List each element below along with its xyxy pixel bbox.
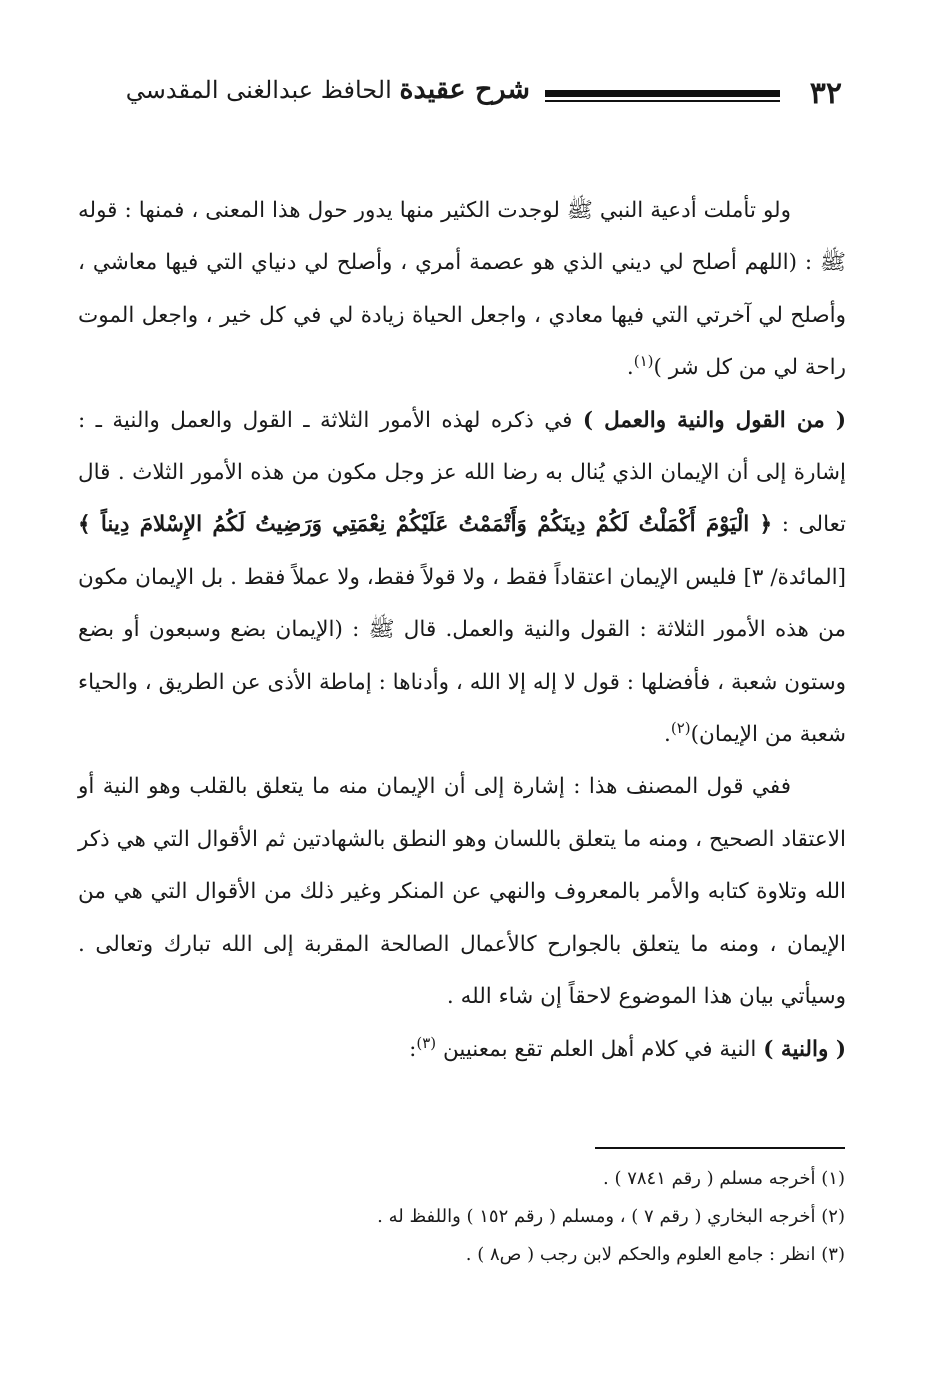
paragraph-1-text: ولو تأملت أدعية النبي ﷺ لوجدت الكثير منها يدور حول هذا المعنى ، فمنها : قوله ﷺ : (اللهم أصلح لي ديني الذي هو عصمة أمري ، وأصلح لي دنياي التي فيها معاشي ، وأصلح لي آخرتي التي فيها معادي ، واجعل الحياة زيادة لي في كل خير ، واجعل الموت راحة لي من كل شر ) bbox=[78, 198, 846, 381]
paragraph-2-heading: ( من القول والنية والعمل ) bbox=[582, 407, 846, 433]
paragraph-4 bbox=[78, 1024, 846, 1076]
quran-verse: ﴿ الْيَوْمَ أَكْمَلْتُ لَكُمْ دِينَكُمْ وَأَتْمَمْتُ عَلَيْكُمْ نِعْمَتِي وَرَضِيتُ لَكُمُ الإِسْلامَ دِيناً ﴾ bbox=[78, 512, 773, 538]
footnote-separator bbox=[595, 1147, 845, 1149]
footnote-ref-2[interactable]: (٢) bbox=[670, 718, 691, 737]
running-title-bold: شرح عقيدة bbox=[399, 74, 530, 105]
footnote-ref-3[interactable]: (٣) bbox=[416, 1033, 437, 1052]
paragraph-2-text-b: [المائدة/ ٣] فليس الإيمان اعتقاداً فقط ، ولا قولاً فقط، ولا عملاً فقط . بل الإيمان مكون من هذه الأمور الثلاثة : القول والنية والعمل. قال ﷺ : (الإيمان بضع وسبعون أو بضع وستون شعبة ، فأفضلها : قول لا إله إلا الله ، وأدناها : إماطة الأذى عن الطريق ، والحياء شعبة من الإيمان) bbox=[78, 564, 846, 748]
paragraph-4-heading: ( والنية ) bbox=[763, 1036, 846, 1062]
paragraph-4-end: : bbox=[409, 1036, 417, 1062]
paragraph-1 bbox=[78, 185, 846, 395]
footnote-2: (٢) أخرجه البخاري ( رقم ٧ ) ، ومسلم ( رقم ١٥٢ ) واللفظ له . bbox=[377, 1206, 845, 1227]
page-number: ٣٢ bbox=[809, 76, 842, 111]
running-title bbox=[126, 74, 530, 105]
paragraph-1-end: . bbox=[626, 355, 634, 381]
footnote-1: (١) أخرجه مسلم ( رقم ٧٨٤١ ) . bbox=[603, 1168, 845, 1189]
footnote-3: (٣) انظر : جامع العلوم والحكم لابن رجب ( ص٨ ) . bbox=[465, 1244, 845, 1265]
paragraph-4-text: النية في كلام أهل العلم تقع بمعنيين bbox=[442, 1036, 757, 1062]
paragraph-2-text-a: في ذكره لهذه الأمور الثلاثة ـ القول والعمل والنية ـ : إشارة إلى أن الإيمان الذي يُنال به رضا الله عز وجل مكون من هذه الأمور الثلاث . قال تعالى : bbox=[78, 407, 846, 538]
main-text bbox=[78, 185, 846, 1076]
footnote-ref-1[interactable]: (١) bbox=[633, 352, 654, 371]
paragraph-2-end: . bbox=[664, 722, 671, 748]
footnotes bbox=[85, 1160, 845, 1274]
page-header bbox=[60, 70, 850, 122]
running-title-rest: الحافظ عبدالغنى المقدسي bbox=[125, 76, 392, 104]
paragraph-2 bbox=[78, 395, 846, 762]
paragraph-3 bbox=[78, 761, 846, 1023]
header-rule bbox=[545, 90, 780, 97]
paragraph-3-text: ففي قول المصنف هذا : إشارة إلى أن الإيمان منه ما يتعلق بالقلب وهو النية أو الاعتقاد الصحيح ، ومنه ما يتعلق باللسان وهو النطق بالشهادتين ثم الأقوال التي هي ذكر الله وتلاوة كتابه والأمر بالمعروف والنهي عن المنكر وغير ذلك من الأقوال التي هي من الإيمان ، ومنه ما يتعلق بالجوارح كالأعمال الصالحة المقربة إلى الله تبارك وتعالى . وسيأتي بيان هذا الموضوع لاحقاً إن شاء الله . bbox=[78, 774, 846, 1010]
